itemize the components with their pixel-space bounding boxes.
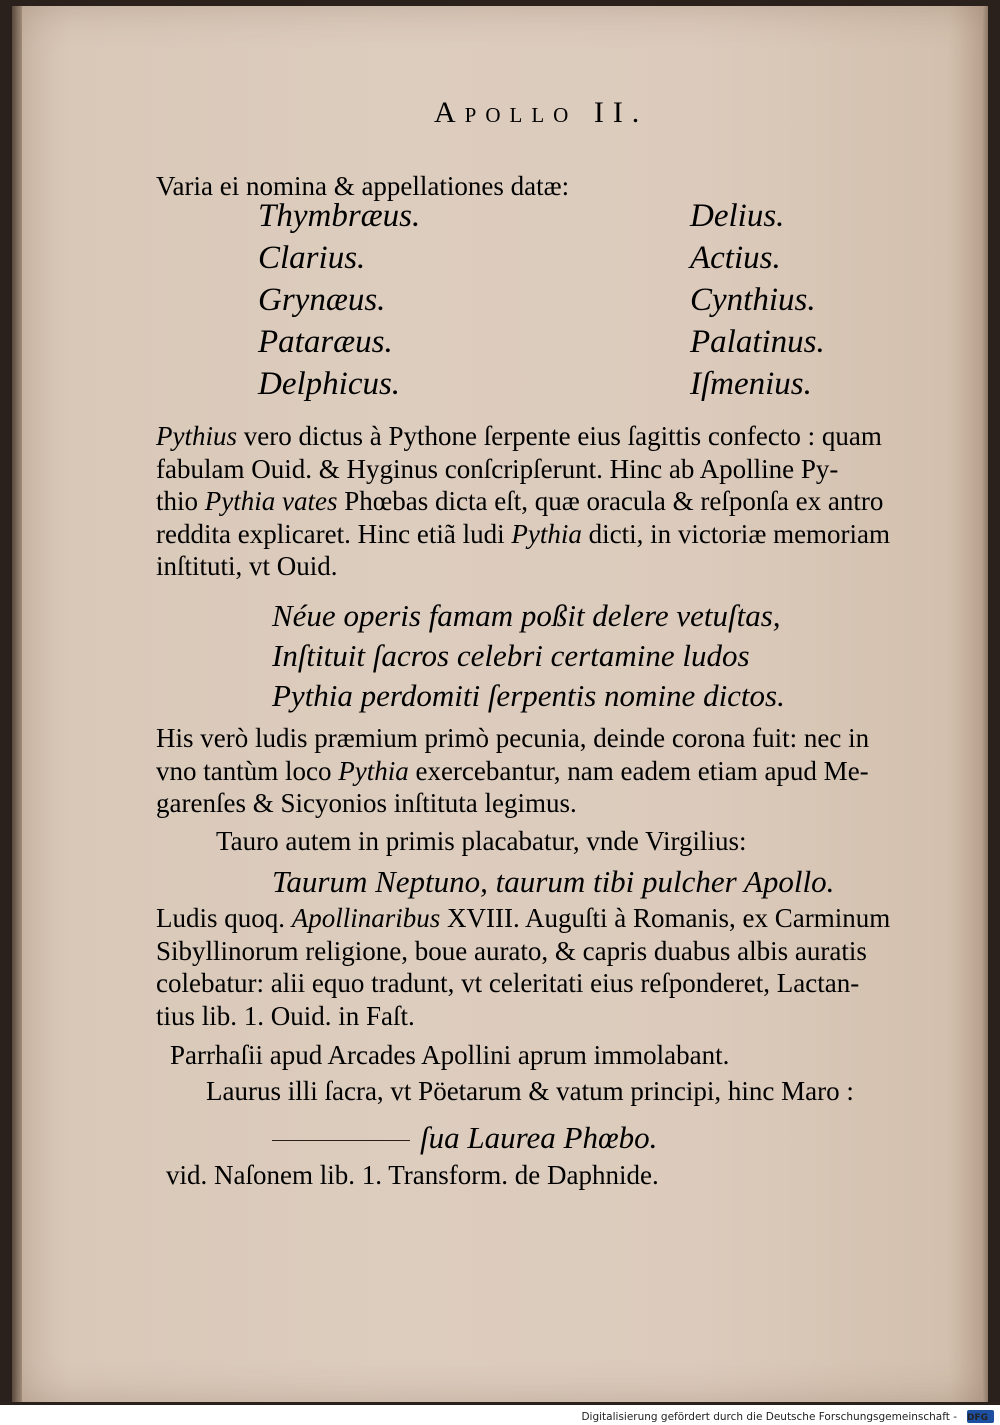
intro-text: Varia ei nomina & appellationes datæ:	[156, 171, 570, 201]
paragraph-praemium	[156, 722, 966, 820]
page-gutter	[12, 6, 22, 1402]
epithet: Actius.	[690, 240, 781, 276]
verse-maro: ſua Laurea Phœbo.	[272, 1118, 657, 1158]
paragraph-pythius	[156, 420, 966, 583]
epithet: Cynthius.	[690, 282, 816, 318]
text-line-vid: vid. Naſonem lib. 1. Transform. de Daphnide.	[166, 1160, 659, 1190]
epithet: Iſmenius.	[690, 366, 812, 402]
epithet-row	[258, 282, 858, 324]
epithet: Pataræus.	[258, 324, 393, 360]
epithet-list	[258, 198, 858, 408]
epithet: Clarius.	[258, 240, 366, 276]
epithet-row	[258, 198, 858, 240]
verse-line: Néue operis famam poßit delere vetuſtas,	[272, 598, 781, 633]
text-line: thio Pythia vates Phœbas dicta eſt, quæ oracula & reſponſa ex antro	[156, 486, 884, 516]
digitization-footer	[0, 1405, 1000, 1425]
text-line: vno tantùm loco Pythia exercebantur, nam eadem etiam apud Me-	[156, 755, 869, 786]
text-line: fabulam Ouid. & Hyginus conſcripſerunt. Hinc ab Apolline Py-	[156, 453, 839, 484]
verse-virgil: Taurum Neptuno, taurum tibi pulcher Apollo.	[272, 864, 835, 899]
text-line: inſtituti, vt Ouid.	[156, 551, 338, 581]
footer-credit: Digitalisierung gefördert durch die Deutsche Forschungsgemeinschaft - DFG	[581, 1405, 1000, 1423]
epithet: Thymbræus.	[258, 198, 421, 234]
text-line-tauro: Tauro autem in primis placabatur, vnde Virgilius:	[216, 826, 747, 856]
text-line: His verò ludis præmium primò pecunia, deinde corona fuit: nec in	[156, 723, 870, 753]
text-line-laurus: Laurus illi ſacra, vt Pöetarum & vatum principi, hinc Maro :	[206, 1076, 854, 1106]
dfg-logo-icon: DFG	[967, 1410, 994, 1423]
em-dash-rule	[272, 1140, 410, 1141]
running-header: Apollo II.	[434, 96, 649, 129]
verse-line: Pythia perdomiti ſerpentis nomine dictos.	[272, 678, 785, 713]
verse-quotation	[272, 596, 785, 716]
epithet: Palatinus.	[690, 324, 825, 360]
text-line: Pythius vero dictus à Pythone ſerpente eius ſagittis confecto : quam	[156, 421, 882, 451]
epithet-row	[258, 366, 858, 408]
epithet: Delius.	[690, 198, 785, 234]
epithet-row	[258, 240, 858, 282]
epithet: Grynæus.	[258, 282, 386, 318]
text-line-parrhasii: Parrhaſii apud Arcades Apollini aprum immolabant.	[170, 1040, 730, 1070]
epithet-row	[258, 324, 858, 366]
text-line: Sibyllinorum religione, boue aurato, & capris duabus albis auratis	[156, 935, 867, 966]
paragraph-ludis	[156, 902, 966, 1032]
epithet: Delphicus.	[258, 366, 401, 402]
text-line: reddita explicaret. Hinc etiã ludi Pythia dicti, in victoriæ memoriam	[156, 518, 891, 549]
text-line: garenſes & Sicyonios inſtituta legimus.	[156, 788, 577, 818]
verse-line: Inſtituit ſacros celebri certamine ludos	[272, 638, 750, 673]
text-line: colebatur: alii equo tradunt, vt celeritati eius reſponderet, Lactan-	[156, 968, 860, 998]
text-line: Ludis quoq. Apollinaribus XVIII. Auguſti à Romanis, ex Carminum	[156, 903, 891, 933]
page-edge	[982, 6, 988, 1402]
text-line: tius lib. 1. Ouid. in Faſt.	[156, 1000, 415, 1031]
